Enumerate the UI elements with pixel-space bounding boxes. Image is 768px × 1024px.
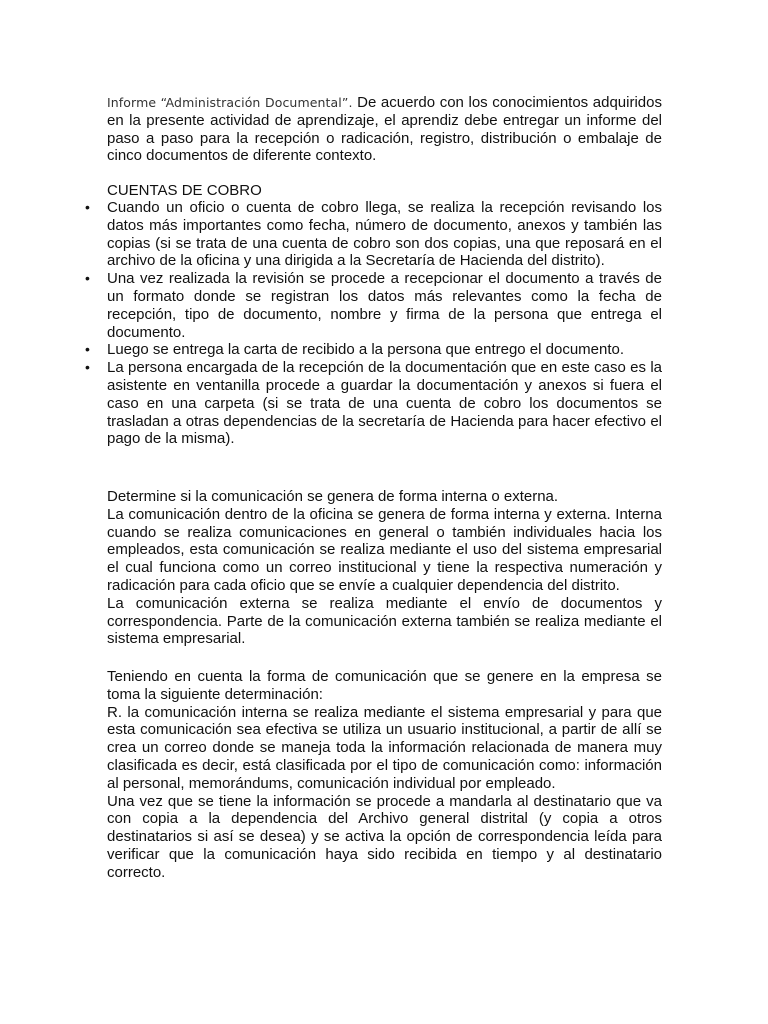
list-item-text: Luego se entrega la carta de recibido a la persona que entrego el documento. xyxy=(107,341,625,359)
external-communication-paragraph: La comunicación externa se realiza mediante el envío de documentos y correspondencia. Parte de la comunicación externa también se realiza mediante el sistema empresarial. xyxy=(107,594,662,648)
bullet-icon: • xyxy=(85,359,90,376)
bullet-icon: • xyxy=(85,270,90,287)
determine-question: Determine si la comunicación se genera de forma interna o externa. xyxy=(107,488,559,505)
section-heading: CUENTAS DE COBRO xyxy=(107,182,262,199)
list-item xyxy=(85,341,662,359)
list-item xyxy=(85,359,662,448)
determination-intro: Teniendo en cuenta la forma de comunicación que se genere en la empresa se toma la siguiente determinación: xyxy=(107,668,662,703)
list-item-text: La persona encargada de la recepción de la documentación que en este caso es la asistente en ventanilla procede a guardar la documentación y anexos si fuera el caso en una carpeta (si se trata de una cuenta de cobro los documentos se trasladan a otras dependencias de la secretaría de Hacienda para hacer efectivo el pago de la misma). xyxy=(107,359,662,448)
determination-section xyxy=(107,668,662,882)
bullet-icon: • xyxy=(85,341,90,358)
procedure-list xyxy=(85,199,662,448)
list-item xyxy=(85,270,662,341)
intro-paragraph xyxy=(107,94,662,165)
report-title: Informe “Administración Documental”. xyxy=(107,95,353,110)
list-item xyxy=(85,199,662,270)
communication-section xyxy=(107,488,662,648)
list-item-text: Una vez realizada la revisión se procede a recepcionar el documento a través de un formato donde se registran los datos más relevantes como la fecha de recepción, tipo de documento, nombre y firma de la persona que entrega el documento. xyxy=(107,270,662,341)
internal-communication-paragraph: La comunicación dentro de la oficina se genera de forma interna y externa. Interna cuando se realiza comunicaciones en general o también individuales hacia los empleados, esta comunicación se realiza mediante el uso del sistema empresarial el cual funciona como un correo institucional y tiene la respectiva numeración y radicación para cada oficio que se envíe a cualquier dependencia del distrito. xyxy=(107,505,662,594)
answer-paragraph: R. la comunicación interna se realiza mediante el sistema empresarial y para que esta comunicación sea efectiva se utiliza un usuario institucional, a partir de allí se crea un correo donde se maneja toda la información relacionada de manera muy clasificada es decir, está clasificada por el tipo de comunicación como: información al personal, memorándums, comunicación individual por empleado. xyxy=(107,703,662,792)
list-item-text: Cuando un oficio o cuenta de cobro llega, se realiza la recepción revisando los datos más importantes como fecha, número de documento, anexos y también las copias (si se trata de una cuenta de cobro son dos copias, una que reposará en el archivo de la oficina y una dirigida a la Secretaría de Hacienda del distrito). xyxy=(107,199,662,270)
bullet-icon: • xyxy=(85,199,90,215)
intro-text: De acuerdo con los conocimientos adquiridos en la presente actividad de aprendizaje, el aprendiz debe entregar un informe del paso a paso para la recepción o radicación, registro, distribución o embalaje de cinco documentos de diferente contexto. xyxy=(107,94,662,165)
closing-paragraph: Una vez que se tiene la información se procede a mandarla al destinatario que va con copia a la dependencia del Archivo general distrital (y copia a otros destinatarios si así se desea) y se activa la opción de correspondencia leída para verificar que la comunicación haya sido recibida en tiempo y al destinatario correcto. xyxy=(107,792,662,881)
